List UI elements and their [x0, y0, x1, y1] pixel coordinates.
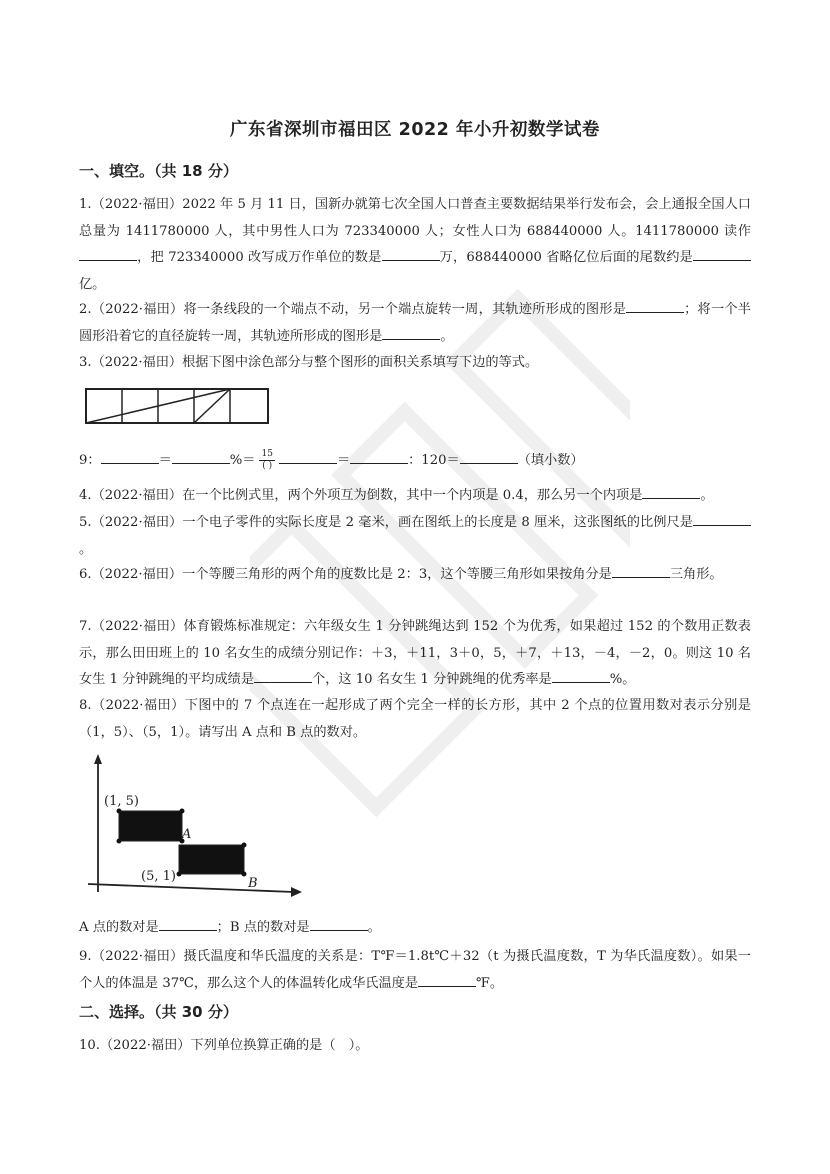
q7-blank-1[interactable]	[254, 668, 312, 683]
q9-blank[interactable]	[418, 972, 476, 987]
q8-ans-sep: ；B 点的数对是	[216, 920, 310, 935]
q1-blank-3[interactable]	[693, 246, 751, 261]
q9-end: ℉。	[476, 975, 504, 991]
label-b: B	[248, 876, 258, 891]
q5-text: 5.（2022·福田）一个电子零件的实际长度是 2 毫米，画在图纸上的长度是 8 厘米，这张图纸的比例尺是	[79, 515, 693, 530]
q2-blank-1[interactable]	[626, 298, 684, 313]
q4-text: 4.（2022·福田）在一个比例式里，两个外项互为倒数，其中一个内项是 0.4，那么另一个内项是	[79, 488, 643, 503]
question-1	[79, 192, 751, 298]
rectangle-1	[119, 811, 182, 841]
q1-blank-2[interactable]	[382, 246, 440, 261]
label-1-5: (1, 5)	[104, 794, 139, 809]
q1-text: 1.（2022·福田）2022 年 5 月 11 日，国新办就第七次全国人口普查主要数据结果举行发布会，会上通报全国人口总量为 1411780000 人，其中男性人口为 723340000 人；女性人口为 688440000 人。1411780000 读作	[79, 197, 751, 239]
eq-pct: %＝	[229, 453, 256, 468]
q6-end: 三角形。	[669, 567, 723, 582]
q8-answer-line	[79, 915, 751, 942]
q7-blank-2[interactable]	[552, 668, 610, 683]
q8-ans-a: A 点的数对是	[79, 920, 159, 935]
q1-blank-1[interactable]	[79, 246, 137, 261]
page-title: 广东省深圳市福田区 2022 年小升初数学试卷	[230, 120, 600, 140]
question-8: 8.（2022·福田）下图中的 7 个点连在一起形成了两个完全一样的长方形，其中 2 个点的位置用数对表示分别是（1，5）、（5，1）。请写出 A 点和 B 点的数对。	[79, 698, 751, 740]
q3-shaded-figure	[85, 388, 271, 426]
q2-end: 。	[440, 328, 454, 344]
eq-eq1: ＝	[158, 453, 172, 468]
q3-blank-5[interactable]	[460, 449, 518, 464]
question-9	[79, 944, 751, 997]
q6-blank[interactable]	[612, 563, 670, 578]
q8-blank-a[interactable]	[159, 916, 217, 931]
q3-fraction	[259, 449, 274, 472]
point	[117, 839, 122, 844]
y-axis-arrow	[94, 754, 102, 764]
q1-mid1: ，把 723340000 改写成万作单位的数是	[137, 250, 382, 265]
label-a: A	[182, 827, 192, 842]
q8-coordinate-figure	[82, 752, 304, 898]
point-1-5	[117, 809, 122, 814]
q3-equation	[79, 448, 584, 474]
question-3: 3.（2022·福田）根据下图中涂色部分与整个图形的面积关系填写下边的等式。	[79, 355, 539, 370]
eq-eq2: ＝	[336, 453, 351, 468]
q9-text: 9.（2022·福田）摄氏温度和华氏温度的关系是：T℉＝1.8t℃＋32（t 为摄氏温度数，T 为华氏温度数）。如果一个人的体温是 37℃，那么这个人的体温转化成华氏温度是	[79, 949, 751, 991]
label-5-1: (5, 1)	[141, 869, 176, 884]
x-axis	[88, 884, 294, 892]
q1-mid2: 万，688440000 省略亿位后面的尾数约是	[439, 250, 693, 265]
rectangle-2	[179, 845, 244, 874]
q1-end: 亿。	[79, 276, 106, 292]
q3-blank-1[interactable]	[101, 449, 159, 464]
q4-blank[interactable]	[642, 484, 700, 499]
q2-part2: ；将一个半圆形沿着它的直径旋转一周，其轨迹所形成的图形是	[79, 302, 751, 344]
q7-text: 7.（2022·福田）体育锻炼标准规定：六年级女生 1 分钟跳绳达到 152 个为优秀，如果超过 152 的个数用正数表示，那么田田班上的 10 名女生的成绩分别记作：＋3，＋11，3＋0，5，＋7，＋13，－4，－2，0。则这 10 名女生 1 分钟跳绳的平均成绩是	[79, 619, 751, 687]
point	[180, 809, 185, 814]
point-b	[242, 872, 247, 877]
q2-blank-2[interactable]	[382, 325, 440, 340]
q3-blank-3[interactable]	[279, 449, 337, 464]
frac-denominator: ( )	[262, 461, 273, 471]
q7-mid: 个，这 10 名女生 1 分钟跳绳的优秀率是	[312, 672, 552, 687]
eq-note: （填小数）	[517, 453, 584, 468]
q3-blank-2[interactable]	[172, 449, 230, 464]
q6-text: 6.（2022·福田）一个等腰三角形的两个角的度数比是 2：3，这个等腰三角形如果按角分是	[79, 567, 612, 582]
question-7	[79, 614, 751, 694]
eq-start: 9：	[79, 453, 101, 468]
frac-numerator: 15	[261, 449, 273, 459]
question-4	[79, 483, 751, 510]
q2-part1: 2.（2022·福田）将一条线段的一个端点不动，另一个端点旋转一周，其轨迹所形成的图形是	[79, 302, 627, 317]
q8-ans-end: 。	[367, 920, 381, 935]
question-2	[79, 297, 751, 350]
question-10: 10.（2022·福田）下列单位换算正确的是（ ）。	[79, 1038, 369, 1053]
q5-blank[interactable]	[693, 511, 751, 526]
x-axis-arrow	[291, 887, 302, 897]
q3-blank-4[interactable]	[350, 449, 408, 464]
q8-blank-b[interactable]	[310, 916, 368, 931]
question-5	[79, 510, 751, 563]
section-2-heading: 二、选择。（共 30 分）	[79, 1003, 238, 1021]
section-1-heading: 一、填空。（共 18 分）	[79, 162, 238, 180]
q7-end: %。	[609, 672, 636, 687]
eq-colon: ：120＝	[408, 453, 460, 468]
q4-end: 。	[700, 488, 714, 503]
q5-end: 。	[79, 541, 93, 557]
point-5-1	[177, 872, 182, 877]
point	[242, 843, 247, 848]
question-6	[79, 562, 751, 589]
